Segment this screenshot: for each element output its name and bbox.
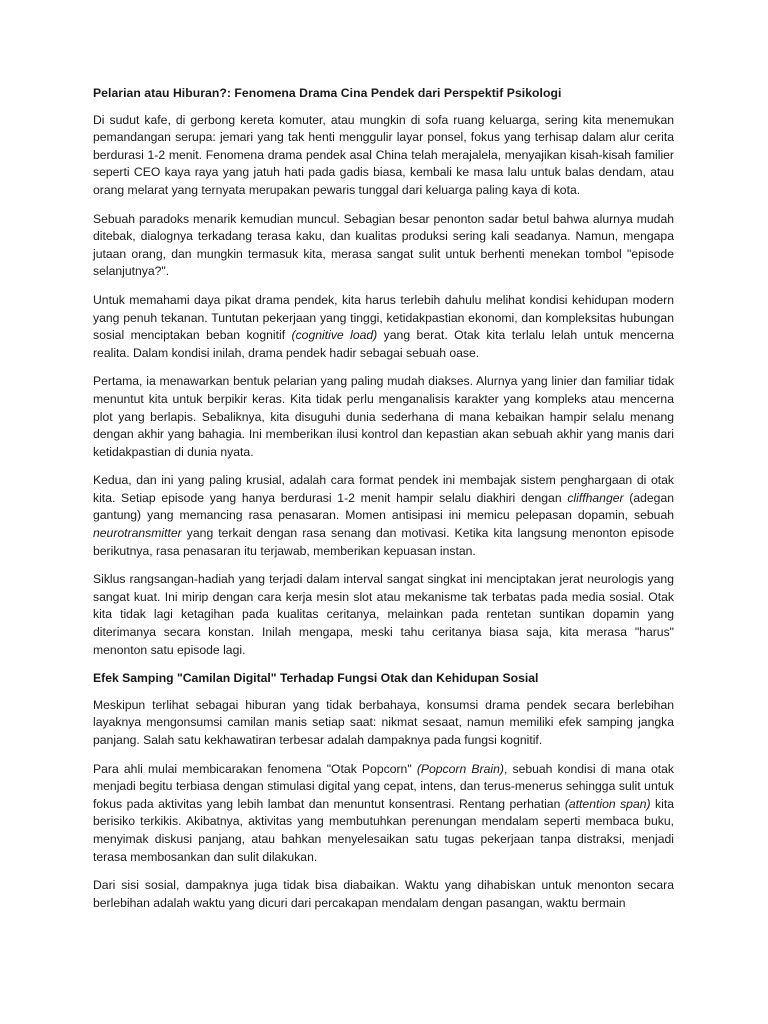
paragraph-text: Pertama, ia menawarkan bentuk pelarian yang paling mudah diakses. Alurnya yang linier dan familiar tidak menuntut kita untuk berpikir keras. Kita tidak perlu menganalisis karakter yang kompleks atau mencerna plot yang berlapis. Sebaliknya, kita disuguhi dunia sederhana di mana kebaikan hampir selalu menang dengan akhir yang bahagia. Ini memberikan ilusi kontrol dan kepastian akan sebuah akhir yang manis dari ketidakpastian di dunia nyata. — [93, 374, 674, 459]
paragraph-text: Untuk memahami daya pikat drama pendek, kita harus terlebih dahulu melihat kondisi kehidupan modern yang penuh tekanan. Tuntutan pekerjaan yang tinggi, ketidakpastian ekonomi, dan kompleksitas hubungan sosial menciptakan beban kognitif — [93, 292, 674, 343]
paragraph-text: Meskipun terlihat sebagai hiburan yang tidak berbahaya, konsumsi drama pendek secara berlebihan layaknya mengonsumsi camilan manis setiap saat: nikmat sesaat, namun memiliki efek samping jangka panjang. Salah satu kekhawatiran terbesar adalah dampaknya pada fungsi kognitif. — [93, 697, 674, 747]
body-paragraph — [93, 112, 674, 200]
body-paragraph — [93, 373, 674, 461]
italic-term: cliffhanger — [567, 490, 624, 505]
paragraph-text: Dari sisi sosial, dampaknya juga tidak bisa diabaikan. Waktu yang dihabiskan untuk menonton secara berlebihan adalah waktu yang dicuri dari percakapan mendalam dengan pasangan, waktu bermain — [93, 878, 674, 910]
italic-term: (Popcorn Brain) — [416, 761, 504, 776]
body-paragraph — [93, 571, 674, 659]
paragraph-text: Di sudut kafe, di gerbong kereta komuter, atau mungkin di sofa ruang keluarga, sering kita menemukan pemandangan serupa: jemari yang tak henti menggulir layar ponsel, fokus yang terhisap dalam alur cerita berdurasi 1-2 menit. Fenomena drama pendek asal China telah merajalela, menyajikan kisah-kisah familier seperti CEO kaya raya yang jatuh hati pada gadis biasa, kembali ke masa lalu untuk balas dendam, atau orang melarat yang ternyata merupakan pewaris tunggal dari keluarga paling kaya di kota. — [93, 112, 674, 197]
paragraph-text: yang terkait dengan rasa senang dan motivasi. Ketika kita langsung menonton episode berikutnya, rasa penasaran itu terjawab, memberikan kepuasan instan. — [93, 526, 674, 558]
italic-term: (attention span) — [564, 796, 651, 811]
body-paragraph — [93, 697, 674, 750]
paragraph-text: , sebuah kondisi di mana otak menjadi begitu terbiasa dengan stimulasi digital yang cepat, intens, dan terus-menerus sehingga sulit untuk fokus pada aktivitas yang lebih lambat dan menuntut konsentrasi. Rentang perhatian — [93, 761, 674, 811]
article-title: Pelarian atau Hiburan?: Fenomena Drama Cina Pendek dari Perspektif Psikologi — [93, 86, 562, 100]
section-heading: Efek Samping "Camilan Digital" Terhadap Fungsi Otak dan Kehidupan Sosial — [93, 671, 539, 686]
paragraph-text: yang berat. Otak kita terlalu lelah untuk mencerna realita. Dalam kondisi inilah, drama pendek hadir sebagai sebuah oase. — [93, 328, 674, 360]
paragraph-text: Siklus rangsangan-hadiah yang terjadi dalam interval sangat singkat ini menciptakan jerat neurologis yang sangat kuat. Ini mirip dengan cara kerja mesin slot atau mekanisme tak terbatas pada media sosial. Otak kita tidak lagi ketagihan pada kualitas ceritanya, melainkan pada rentetan suntikan dopamin yang diterimanya secara konstan. Inilah mengapa, meski tahu ceritanya biasa saja, kita merasa "harus" menonton satu episode lagi. — [93, 572, 674, 657]
body-paragraph — [93, 877, 674, 912]
paragraph-text: Sebuah paradoks menarik kemudian muncul. Sebagian besar penonton sadar betul bahwa alurnya mudah ditebak, dialognya terkadang terasa kaku, dan kualitas produksi sering kali seadanya. Namun, mengapa jutaan orang, dan mungkin termasuk kita, merasa sangat sulit untuk berhenti menekan tombol "episode selanjutnya?". — [93, 211, 674, 279]
section-intro — [93, 112, 674, 660]
italic-term: (cognitive load) — [291, 328, 378, 343]
section-effects — [93, 697, 674, 913]
paragraph-text: kita berisiko terkikis. Akibatnya, aktivitas yang membutuhkan perenungan mendalam seperti membaca buku, menyimak diskusi panjang, atau bahkan menyelesaikan satu tugas pekerjaan tanpa distraksi, menjadi terasa membosankan dan sulit dilakukan. — [93, 796, 674, 864]
paragraph-text: Kedua, dan ini yang paling krusial, adalah cara format pendek ini membajak sistem penghargaan di otak kita. Setiap episode yang hanya berdurasi 1-2 menit hampir selalu diakhiri dengan — [93, 473, 674, 505]
italic-term: neurotransmitter — [93, 526, 182, 541]
document-page — [93, 85, 674, 923]
paragraph-text: (adegan gantung) yang memancing rasa penasaran. Momen antisipasi ini memicu pelepasan dopamin, sebuah — [93, 490, 674, 523]
body-paragraph — [93, 292, 674, 362]
body-paragraph — [93, 761, 674, 867]
paragraph-text: Para ahli mulai membicarakan fenomena "Otak Popcorn" — [93, 761, 417, 776]
body-paragraph — [93, 211, 674, 281]
body-paragraph — [93, 472, 674, 560]
